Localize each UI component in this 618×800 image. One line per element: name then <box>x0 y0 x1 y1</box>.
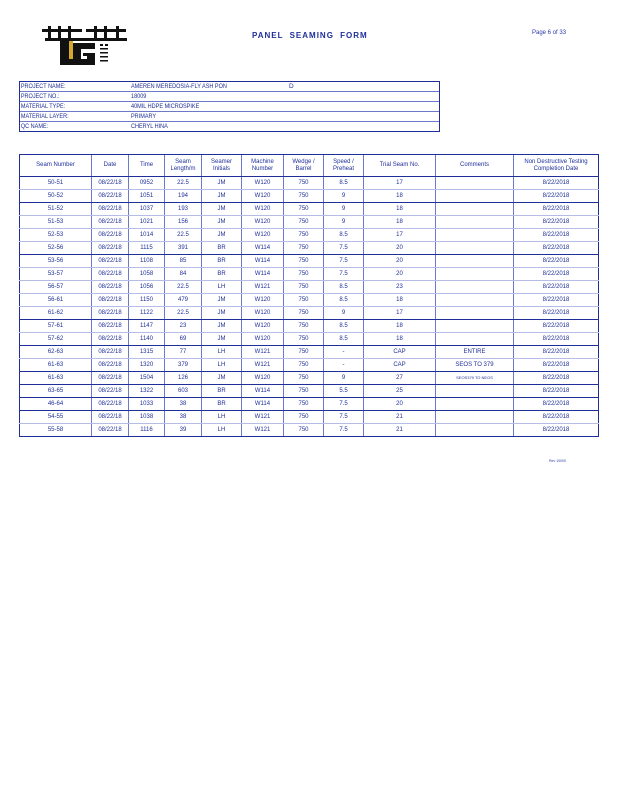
cell-speed-preheat: 7.5 <box>324 268 364 281</box>
cell-speed-preheat: 8.5 <box>324 229 364 242</box>
col-header-trial-seam-no: Trial Seam No. <box>364 155 436 177</box>
cell-speed-preheat: 7.5 <box>324 255 364 268</box>
cell-time: 1115 <box>129 242 165 255</box>
cell-trial-seam-no: 23 <box>364 281 436 294</box>
cell-trial-seam-no: 21 <box>364 424 436 437</box>
cell-wedge-barrel: 750 <box>284 190 324 203</box>
table-row <box>20 229 599 242</box>
cell-machine-number: W114 <box>242 398 284 411</box>
cell-wedge-barrel: 750 <box>284 281 324 294</box>
cell-wedge-barrel: 750 <box>284 255 324 268</box>
table-row <box>20 320 599 333</box>
cell-seam-length: 391 <box>165 242 202 255</box>
table-row <box>20 333 599 346</box>
cell-trial-seam-no: CAP <box>364 359 436 372</box>
table-row <box>20 307 599 320</box>
cell-comments <box>436 294 514 307</box>
col-header-machine-number: Machine Number <box>242 155 284 177</box>
cell-seamer-initials: LH <box>202 359 242 372</box>
qc-name-value: CHERYL HINA <box>131 123 168 130</box>
cell-nd-testing-date: 8/22/2018 <box>514 281 599 294</box>
cell-seamer-initials: BR <box>202 255 242 268</box>
cell-date: 08/22/18 <box>92 398 129 411</box>
form-title: PANEL SEAMING FORM <box>252 31 368 40</box>
cell-wedge-barrel: 750 <box>284 268 324 281</box>
cell-seam-length: 379 <box>165 359 202 372</box>
cell-time: 1504 <box>129 372 165 385</box>
cell-seam-number: 56-61 <box>20 294 92 307</box>
cell-date: 08/22/18 <box>92 411 129 424</box>
cell-nd-testing-date: 8/22/2018 <box>514 320 599 333</box>
cell-speed-preheat: 9 <box>324 372 364 385</box>
cell-machine-number: W114 <box>242 255 284 268</box>
material-type-row <box>20 102 439 112</box>
cell-nd-testing-date: 8/22/2018 <box>514 307 599 320</box>
cell-seam-length: 38 <box>165 398 202 411</box>
cell-wedge-barrel: 750 <box>284 307 324 320</box>
cell-seam-length: 77 <box>165 346 202 359</box>
cell-comments <box>436 190 514 203</box>
table-body <box>20 177 599 437</box>
cell-trial-seam-no: 17 <box>364 177 436 190</box>
cell-machine-number: W120 <box>242 229 284 242</box>
cell-seam-length: 479 <box>165 294 202 307</box>
project-name-label: PROJECT NAME: <box>20 83 66 90</box>
project-name-row <box>20 82 439 92</box>
cell-date: 08/22/18 <box>92 424 129 437</box>
cell-time: 1147 <box>129 320 165 333</box>
revision-note: Rev 10000 <box>549 459 566 463</box>
cell-machine-number: W120 <box>242 307 284 320</box>
cell-time: 1033 <box>129 398 165 411</box>
cell-time: 1322 <box>129 385 165 398</box>
cell-machine-number: W120 <box>242 372 284 385</box>
cell-nd-testing-date: 8/22/2018 <box>514 203 599 216</box>
cell-wedge-barrel: 750 <box>284 385 324 398</box>
cell-nd-testing-date: 8/22/2018 <box>514 372 599 385</box>
cell-time: 1038 <box>129 411 165 424</box>
material-layer-label: MATERIAL LAYER: <box>20 113 69 120</box>
material-type-label: MATERIAL TYPE: <box>20 103 66 110</box>
cell-machine-number: W114 <box>242 268 284 281</box>
cell-time: 1056 <box>129 281 165 294</box>
table-row <box>20 190 599 203</box>
cell-nd-testing-date: 8/22/2018 <box>514 398 599 411</box>
qc-name-label: QC NAME: <box>20 123 49 130</box>
cell-wedge-barrel: 750 <box>284 320 324 333</box>
project-name-value: AMEREN MEREDOSIA-FLY ASH PON <box>131 83 227 90</box>
cell-seamer-initials: JM <box>202 216 242 229</box>
table-row <box>20 424 599 437</box>
project-name-suffix: D <box>289 83 294 90</box>
cell-date: 08/22/18 <box>92 307 129 320</box>
cell-comments: SEOS TO 379 <box>436 359 514 372</box>
cell-seamer-initials: JM <box>202 372 242 385</box>
project-number-value: 18009 <box>131 93 147 100</box>
cell-comments <box>436 307 514 320</box>
cell-comments <box>436 216 514 229</box>
cell-seam-number: 57-61 <box>20 320 92 333</box>
qc-name-row <box>20 122 439 131</box>
cell-machine-number: W114 <box>242 242 284 255</box>
cell-nd-testing-date: 8/22/2018 <box>514 229 599 242</box>
cell-wedge-barrel: 750 <box>284 294 324 307</box>
cell-seamer-initials: LH <box>202 281 242 294</box>
cell-machine-number: W120 <box>242 203 284 216</box>
cell-seam-number: 56-57 <box>20 281 92 294</box>
cell-seamer-initials: JM <box>202 203 242 216</box>
cell-comments <box>436 203 514 216</box>
cell-seam-number: 61-63 <box>20 359 92 372</box>
table-row <box>20 242 599 255</box>
cell-date: 08/22/18 <box>92 372 129 385</box>
cell-trial-seam-no: 20 <box>364 268 436 281</box>
cell-seamer-initials: BR <box>202 398 242 411</box>
cell-seamer-initials: BR <box>202 268 242 281</box>
cell-seamer-initials: JM <box>202 294 242 307</box>
cell-seam-number: 57-62 <box>20 333 92 346</box>
cell-seam-number: 63-65 <box>20 385 92 398</box>
table-row <box>20 294 599 307</box>
cell-seam-length: 85 <box>165 255 202 268</box>
table-row <box>20 177 599 190</box>
cell-comments: SEOS379 TO NEOS <box>436 372 514 385</box>
table-row <box>20 268 599 281</box>
cell-seamer-initials: JM <box>202 307 242 320</box>
cell-speed-preheat: 8.5 <box>324 281 364 294</box>
cell-nd-testing-date: 8/22/2018 <box>514 385 599 398</box>
cell-trial-seam-no: 18 <box>364 216 436 229</box>
cell-time: 1014 <box>129 229 165 242</box>
cell-seam-length: 603 <box>165 385 202 398</box>
cell-seam-length: 126 <box>165 372 202 385</box>
cell-trial-seam-no: 20 <box>364 398 436 411</box>
cell-speed-preheat: 9 <box>324 203 364 216</box>
cell-date: 08/22/18 <box>92 177 129 190</box>
cell-trial-seam-no: 18 <box>364 190 436 203</box>
cell-trial-seam-no: 17 <box>364 229 436 242</box>
cell-seam-number: 53-56 <box>20 255 92 268</box>
cell-date: 08/22/18 <box>92 385 129 398</box>
cell-nd-testing-date: 8/22/2018 <box>514 177 599 190</box>
cell-date: 08/22/18 <box>92 216 129 229</box>
table-header-row <box>20 155 599 177</box>
seaming-table <box>19 154 599 437</box>
cell-seam-number: 52-56 <box>20 242 92 255</box>
cell-date: 08/22/18 <box>92 190 129 203</box>
cell-speed-preheat: 9 <box>324 216 364 229</box>
table-row <box>20 411 599 424</box>
cell-nd-testing-date: 8/22/2018 <box>514 294 599 307</box>
cell-seamer-initials: JM <box>202 333 242 346</box>
cell-machine-number: W120 <box>242 216 284 229</box>
material-layer-value: PRIMARY <box>131 113 157 120</box>
cell-comments <box>436 320 514 333</box>
cell-comments <box>436 229 514 242</box>
cell-nd-testing-date: 8/22/2018 <box>514 411 599 424</box>
col-header-seam-length: Seam Length/m <box>165 155 202 177</box>
cell-seam-length: 39 <box>165 424 202 437</box>
col-header-date: Date <box>92 155 129 177</box>
cell-machine-number: W121 <box>242 424 284 437</box>
cell-comments <box>436 424 514 437</box>
cell-nd-testing-date: 8/22/2018 <box>514 216 599 229</box>
cell-seam-length: 84 <box>165 268 202 281</box>
cell-machine-number: W121 <box>242 411 284 424</box>
cell-seamer-initials: JM <box>202 320 242 333</box>
cell-machine-number: W121 <box>242 359 284 372</box>
cell-comments <box>436 398 514 411</box>
cell-nd-testing-date: 8/22/2018 <box>514 268 599 281</box>
table-row <box>20 372 599 385</box>
cell-time: 1051 <box>129 190 165 203</box>
cell-wedge-barrel: 750 <box>284 177 324 190</box>
cell-seam-number: 51-52 <box>20 203 92 216</box>
cell-machine-number: W120 <box>242 190 284 203</box>
cell-time: 1122 <box>129 307 165 320</box>
cell-machine-number: W120 <box>242 177 284 190</box>
cell-seam-number: 62-63 <box>20 346 92 359</box>
table-row <box>20 385 599 398</box>
seaming-table-wrapper <box>19 154 598 437</box>
cell-trial-seam-no: 27 <box>364 372 436 385</box>
cell-speed-preheat: 5.5 <box>324 385 364 398</box>
col-header-time: Time <box>129 155 165 177</box>
cell-date: 08/22/18 <box>92 281 129 294</box>
cell-nd-testing-date: 8/22/2018 <box>514 190 599 203</box>
cell-nd-testing-date: 8/22/2018 <box>514 242 599 255</box>
col-header-seam-number: Seam Number <box>20 155 92 177</box>
cell-time: 1116 <box>129 424 165 437</box>
cell-seam-length: 22.5 <box>165 177 202 190</box>
cell-seamer-initials: BR <box>202 242 242 255</box>
table-row <box>20 281 599 294</box>
cell-wedge-barrel: 750 <box>284 424 324 437</box>
cell-seam-number: 46-64 <box>20 398 92 411</box>
cell-seamer-initials: JM <box>202 229 242 242</box>
col-header-speed-preheat: Speed / Preheat <box>324 155 364 177</box>
cell-seamer-initials: JM <box>202 177 242 190</box>
cell-wedge-barrel: 750 <box>284 346 324 359</box>
cell-speed-preheat: 7.5 <box>324 424 364 437</box>
cell-seam-number: 61-63 <box>20 372 92 385</box>
cell-seam-number: 54-55 <box>20 411 92 424</box>
cell-seamer-initials: LH <box>202 424 242 437</box>
project-number-row <box>20 92 439 102</box>
cell-time: 0952 <box>129 177 165 190</box>
company-logo <box>42 26 130 66</box>
cell-speed-preheat: 7.5 <box>324 411 364 424</box>
cell-nd-testing-date: 8/22/2018 <box>514 255 599 268</box>
cell-trial-seam-no: 20 <box>364 242 436 255</box>
cell-trial-seam-no: CAP <box>364 346 436 359</box>
cell-nd-testing-date: 8/22/2018 <box>514 359 599 372</box>
cell-seam-number: 61-62 <box>20 307 92 320</box>
cell-time: 1150 <box>129 294 165 307</box>
table-row <box>20 203 599 216</box>
cell-trial-seam-no: 18 <box>364 333 436 346</box>
cell-speed-preheat: 8.5 <box>324 320 364 333</box>
cell-seamer-initials: JM <box>202 190 242 203</box>
cell-comments <box>436 333 514 346</box>
cell-time: 1140 <box>129 333 165 346</box>
cell-trial-seam-no: 20 <box>364 255 436 268</box>
cell-speed-preheat: 7.5 <box>324 398 364 411</box>
table-row <box>20 255 599 268</box>
cell-comments <box>436 177 514 190</box>
cell-comments <box>436 242 514 255</box>
cell-seam-number: 51-53 <box>20 216 92 229</box>
cell-date: 08/22/18 <box>92 333 129 346</box>
cell-seam-length: 194 <box>165 190 202 203</box>
cell-date: 08/22/18 <box>92 294 129 307</box>
cell-trial-seam-no: 18 <box>364 203 436 216</box>
cell-date: 08/22/18 <box>92 320 129 333</box>
project-number-label: PROJECT NO.: <box>20 93 60 100</box>
cell-trial-seam-no: 17 <box>364 307 436 320</box>
cell-machine-number: W120 <box>242 294 284 307</box>
cell-speed-preheat: - <box>324 346 364 359</box>
page-number: Page 6 of 33 <box>532 30 567 36</box>
cell-trial-seam-no: 21 <box>364 411 436 424</box>
cell-seamer-initials: LH <box>202 346 242 359</box>
cell-speed-preheat: 8.5 <box>324 333 364 346</box>
cell-seam-length: 38 <box>165 411 202 424</box>
cell-seam-length: 22.5 <box>165 281 202 294</box>
cell-time: 1108 <box>129 255 165 268</box>
cell-seam-number: 55-58 <box>20 424 92 437</box>
cell-seamer-initials: BR <box>202 385 242 398</box>
cell-date: 08/22/18 <box>92 268 129 281</box>
cell-time: 1058 <box>129 268 165 281</box>
cell-wedge-barrel: 750 <box>284 203 324 216</box>
cell-date: 08/22/18 <box>92 359 129 372</box>
cell-wedge-barrel: 750 <box>284 398 324 411</box>
cell-time: 1315 <box>129 346 165 359</box>
cell-time: 1037 <box>129 203 165 216</box>
cell-wedge-barrel: 750 <box>284 359 324 372</box>
cell-date: 08/22/18 <box>92 229 129 242</box>
cell-machine-number: W121 <box>242 346 284 359</box>
cell-time: 1320 <box>129 359 165 372</box>
col-header-nd-testing-date: Non Destructive Testing Completion Date <box>514 155 599 177</box>
cell-seam-length: 22.5 <box>165 229 202 242</box>
cell-seam-length: 23 <box>165 320 202 333</box>
cell-comments <box>436 281 514 294</box>
cell-seam-length: 69 <box>165 333 202 346</box>
cell-nd-testing-date: 8/22/2018 <box>514 424 599 437</box>
cell-speed-preheat: 7.5 <box>324 242 364 255</box>
cell-nd-testing-date: 8/22/2018 <box>514 346 599 359</box>
cell-machine-number: W120 <box>242 333 284 346</box>
table-row <box>20 398 599 411</box>
col-header-wedge-barrel: Wedge / Barrel <box>284 155 324 177</box>
cell-machine-number: W121 <box>242 281 284 294</box>
cell-date: 08/22/18 <box>92 346 129 359</box>
cell-comments <box>436 385 514 398</box>
cell-speed-preheat: - <box>324 359 364 372</box>
table-row <box>20 359 599 372</box>
cell-seam-length: 193 <box>165 203 202 216</box>
cell-seam-length: 156 <box>165 216 202 229</box>
cell-speed-preheat: 8.5 <box>324 177 364 190</box>
cell-trial-seam-no: 18 <box>364 320 436 333</box>
cell-machine-number: W120 <box>242 320 284 333</box>
cell-comments <box>436 411 514 424</box>
material-layer-row <box>20 112 439 122</box>
cell-date: 08/22/18 <box>92 242 129 255</box>
table-row <box>20 216 599 229</box>
cell-wedge-barrel: 750 <box>284 372 324 385</box>
cell-seamer-initials: LH <box>202 411 242 424</box>
cell-speed-preheat: 9 <box>324 190 364 203</box>
cell-wedge-barrel: 750 <box>284 242 324 255</box>
cell-speed-preheat: 8.5 <box>324 294 364 307</box>
cell-seam-number: 53-57 <box>20 268 92 281</box>
cell-nd-testing-date: 8/22/2018 <box>514 333 599 346</box>
cell-speed-preheat: 9 <box>324 307 364 320</box>
cell-machine-number: W114 <box>242 385 284 398</box>
cell-comments: ENTIRE <box>436 346 514 359</box>
cell-wedge-barrel: 750 <box>284 216 324 229</box>
cell-comments <box>436 268 514 281</box>
col-header-seamer-initials: Seamer Initials <box>202 155 242 177</box>
cell-comments <box>436 255 514 268</box>
cell-seam-number: 50-52 <box>20 190 92 203</box>
cell-date: 08/22/18 <box>92 203 129 216</box>
material-type-value: 40MIL HDPE MICROSPIKE <box>131 103 200 110</box>
cell-wedge-barrel: 750 <box>284 411 324 424</box>
cell-trial-seam-no: 25 <box>364 385 436 398</box>
table-row <box>20 346 599 359</box>
cell-seam-number: 50-51 <box>20 177 92 190</box>
cell-wedge-barrel: 750 <box>284 333 324 346</box>
cell-trial-seam-no: 18 <box>364 294 436 307</box>
cell-wedge-barrel: 750 <box>284 229 324 242</box>
cell-seam-length: 22.5 <box>165 307 202 320</box>
cell-seam-number: 52-53 <box>20 229 92 242</box>
cell-time: 1021 <box>129 216 165 229</box>
project-info <box>19 81 440 132</box>
col-header-comments: Comments <box>436 155 514 177</box>
cell-date: 08/22/18 <box>92 255 129 268</box>
